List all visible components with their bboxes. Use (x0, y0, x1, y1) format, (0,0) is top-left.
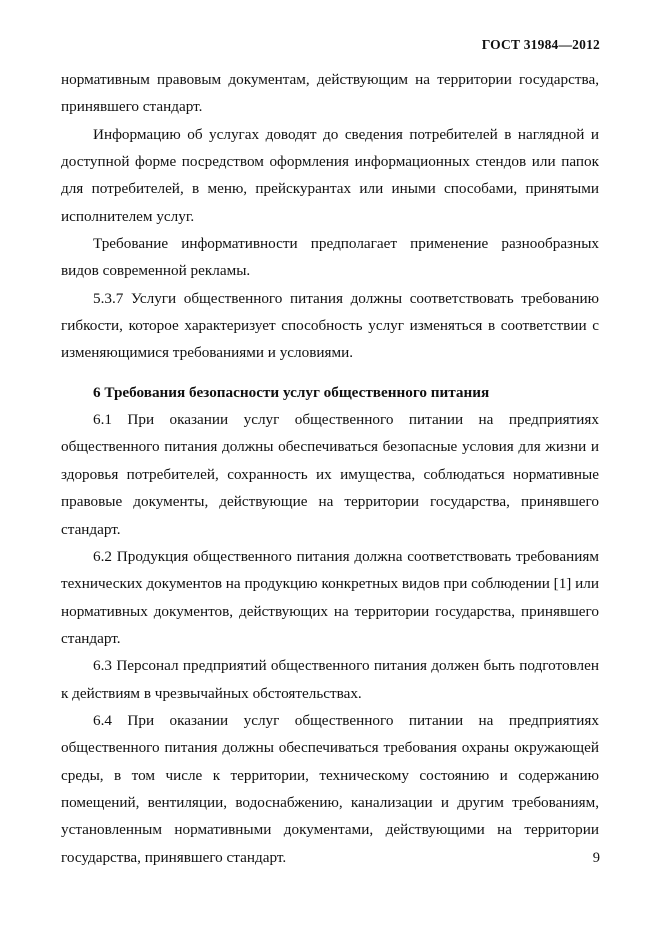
paragraph-information-display: Информацию об услугах доводят до сведения потребителей в наглядной и доступной форме посредством оформления информационных стендов или папок для потребителей, в меню, прейскурантах или иными способами, принятыми исполнителем услуг. (61, 125, 599, 225)
clause-6-1: 6.1 При оказании услуг общественного питании на предприятиях общественного питания должны обеспечиваться безопасные условия для жизни и здоровья потребителей, сохранность их имущества, соблюдаться нормативные правовые документы, действующие на территории государства, принявшего стандарт. (61, 411, 599, 538)
document-header-standard-code: ГОСТ 31984—2012 (481, 37, 600, 52)
page-number: 9 (592, 850, 600, 866)
section-heading-6: 6 Требования безопасности услуг общественного питания (93, 383, 490, 401)
paragraph-continuation: нормативным правовым документам, действующим на территории государства, принявшего стандарт. (61, 71, 599, 116)
paragraph-informativeness: Требование информативности предполагает применение разнообразных видов современной рекламы. (61, 235, 599, 280)
clause-6-2: 6.2 Продукция общественного питания должна соответствовать требованиям технических документов на продукцию конкретных видов при соблюдении [1] или нормативных документов, действующих на территории государства, принявшего стандарт. (61, 547, 599, 647)
paragraph-5-3-7: 5.3.7 Услуги общественного питания должны соответствовать требованию гибкости, которое характеризует способность услуг изменяться в соответствии с изменяющимися требованиями и условиями. (61, 289, 599, 362)
clause-6-4: 6.4 При оказании услуг общественного питании на предприятиях общественного питания должны обеспечиваться требования охраны окружающей среды, в том числе к территории, техническому состоянию и содержанию помещений, вентиляции, водоснабжению, канализации и другим требованиям, установленным нормативными документами, действующими на территории государства, принявшего стандарт. (61, 711, 599, 866)
document-body (61, 66, 599, 871)
clause-6-3: 6.3 Персонал предприятий общественного питания должен быть подготовлен к действиям в чрезвычайных обстоятельствах. (61, 657, 599, 702)
